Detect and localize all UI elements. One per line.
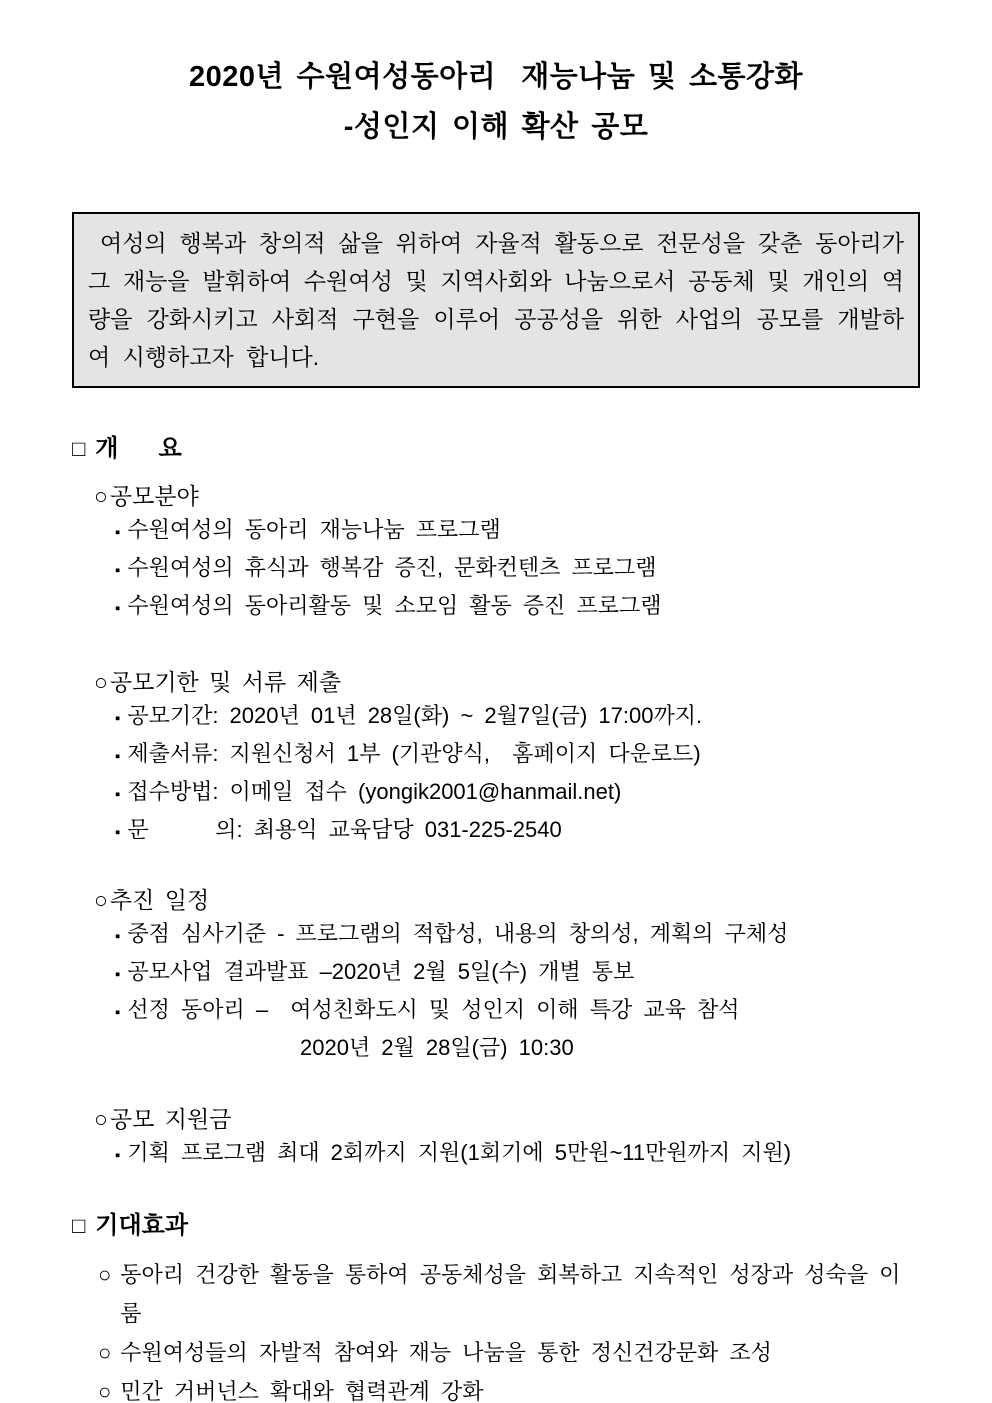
square-bullet-icon: ▪ [115, 1004, 121, 1021]
circle-bullet-icon: ○ [94, 483, 108, 509]
list-item [72, 992, 920, 1030]
list-item-text: 문 의: 최용익 교육담당 031-225-2540 [127, 817, 562, 842]
list-item-text: 제출서류: 지원신청서 1부 (기관양식, 홈페이지 다운로드) [127, 741, 701, 766]
title-line-2: -성인지 이해 확산 공모 [343, 111, 649, 143]
list-item [72, 736, 920, 774]
square-bullet-icon: ▪ [115, 786, 121, 803]
group-title-label: 공모분야 [109, 483, 199, 509]
group-schedule [72, 884, 920, 1065]
list-item [72, 1333, 920, 1372]
list-item-text: 수원여성의 휴식과 행복감 증진, 문화컨텐츠 프로그램 [127, 555, 657, 580]
schedule-continuation-date: 2020년 2월 28일(금) 10:30 [300, 1035, 574, 1060]
overview-heading-label: 개 요 [95, 435, 182, 462]
list-item-text: 접수방법: 이메일 접수 (yongik2001@hanmail.net) [127, 779, 622, 804]
list-item [72, 512, 920, 550]
square-bullet-icon: ▪ [115, 966, 121, 983]
list-item-text: 수원여성의 동아리활동 및 소모임 활동 증진 프로그램 [127, 593, 662, 618]
square-bullet-icon: ▪ [115, 600, 121, 617]
group-title [72, 480, 920, 512]
square-bullet-icon: ▪ [115, 524, 121, 541]
list-item-text: 공모사업 결과발표 –2020년 2월 5일(수) 개별 통보 [127, 959, 635, 984]
overview-section-heading [72, 434, 920, 464]
effects-section-heading [72, 1211, 920, 1241]
list-item-text: 선정 동아리 – 여성친화도시 및 성인지 이해 특강 교육 참석 [127, 997, 740, 1022]
group-title [72, 884, 920, 916]
list-item-text: 수원여성의 동아리 재능나눔 프로그램 [127, 517, 501, 542]
list-item [72, 954, 920, 992]
list-item [72, 588, 920, 626]
list-item [72, 1255, 920, 1333]
list-item [72, 1372, 920, 1403]
list-item-text: 수원여성들의 자발적 참여와 재능 나눔을 통한 정신건강문화 조성 [120, 1340, 772, 1365]
group-title [72, 666, 920, 698]
circle-bullet-icon: ○ [94, 669, 108, 695]
document-title [72, 0, 920, 152]
square-bullet-icon: ▪ [115, 928, 121, 945]
intro-box [72, 212, 920, 388]
square-bullet-icon: ▪ [115, 710, 121, 727]
group-title-label: 공모기한 및 서류 제출 [109, 669, 342, 695]
list-item-text: 기획 프로그램 최대 2회까지 지원(1회기에 5만원~11만원까지 지원) [127, 1140, 792, 1165]
circle-bullet-icon: ○ [94, 887, 108, 913]
intro-text: 여성의 행복과 창의적 삶을 위하여 자율적 활동으로 전문성을 갖춘 동아리가 그 재능을 발휘하여 수원여성 및 지역사회와 나눔으로서 공동체 및 개인의 역량을 강화시키고 사회적 구현을 이루어 공공성을 위한 사업의 공모를 개발하여 시행하고자 합니다. [88, 230, 904, 370]
list-item [72, 1135, 920, 1173]
list-item [72, 916, 920, 954]
group-grant [72, 1103, 920, 1173]
group-title-label: 공모 지원금 [109, 1106, 232, 1132]
checkbox-square-icon: □ [72, 1213, 86, 1238]
square-bullet-icon: ▪ [115, 562, 121, 579]
list-item-text: 공모기간: 2020년 01년 28일(화) ~ 2월7일(금) 17:00까지. [127, 703, 703, 728]
title-line-1: 2020년 수원여성동아리 재능나눔 및 소통강화 [188, 61, 804, 93]
list-item [72, 550, 920, 588]
effects-list [72, 1255, 920, 1403]
list-item [72, 698, 920, 736]
list-item [72, 812, 920, 850]
checkbox-square-icon: □ [72, 436, 86, 461]
group-title-label: 추진 일정 [109, 887, 210, 913]
circle-bullet-icon: ○ [98, 1262, 112, 1287]
list-item-text: 민간 거버넌스 확대와 협력관계 강화 [120, 1379, 484, 1403]
square-bullet-icon: ▪ [115, 824, 121, 841]
circle-bullet-icon: ○ [94, 1106, 108, 1132]
group-application-fields [72, 480, 920, 626]
circle-bullet-icon: ○ [98, 1379, 112, 1403]
list-item-text: 동아리 건강한 활동을 통하여 공동체성을 회복하고 지속적인 성장과 성숙을 이룸 [120, 1262, 901, 1326]
group-title [72, 1103, 920, 1135]
square-bullet-icon: ▪ [115, 1147, 121, 1164]
circle-bullet-icon: ○ [98, 1340, 112, 1365]
square-bullet-icon: ▪ [115, 748, 121, 765]
list-item-text: 중점 심사기준 - 프로그램의 적합성, 내용의 창의성, 계획의 구체성 [127, 921, 789, 946]
effects-heading-label: 기대효과 [95, 1212, 189, 1239]
group-deadline-documents [72, 666, 920, 850]
list-item [72, 774, 920, 812]
